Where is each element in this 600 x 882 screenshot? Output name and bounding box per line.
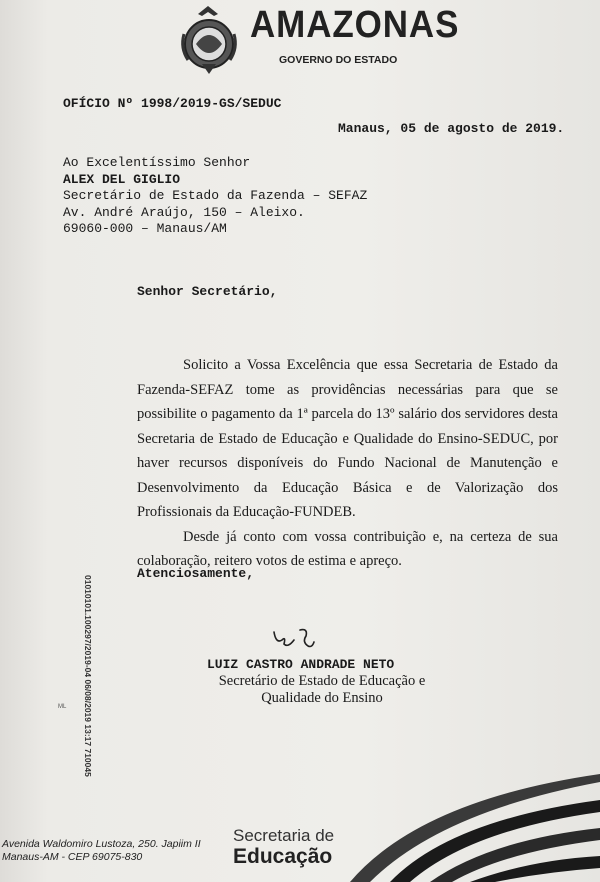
salutation: Senhor Secretário,	[137, 284, 278, 299]
state-coat-of-arms-icon	[178, 4, 240, 76]
footer-brand-line-2: Educação	[233, 845, 333, 868]
small-mark: ML	[58, 704, 67, 710]
closing: Atenciosamente,	[137, 566, 255, 581]
signer-name: LUIZ CASTRO ANDRADE NETO	[207, 657, 395, 672]
footer-address	[2, 838, 201, 864]
recipient-block	[63, 155, 367, 238]
paragraph-request: Solicito a Vossa Excelência que essa Secretaria de Estado da Fazenda-SEFAZ tome as providências necessárias para que se possibilite o pagamento da 1ª parcela do 13º salário dos servidores desta Secretaria de Estado de Educação e Qualidade do Ensino-SEDUC, por haver recursos disponíveis do Fundo Nacional de Manutenção e Desenvolvimento da Educação Básica e de Valorização dos Profissionais da Educação-FUNDEB.	[137, 357, 558, 520]
recipient-greeting: Ao Excelentíssimo Senhor	[63, 155, 251, 170]
header-title: AMAZONAS	[250, 4, 460, 46]
letter-reference: OFÍCIO Nº 1998/2019-GS/SEDUC	[63, 96, 282, 111]
decorative-waves	[330, 760, 600, 882]
signer-title	[197, 673, 447, 707]
letter-date: Manaus, 05 de agosto de 2019.	[338, 121, 565, 136]
footer-address-line-2: Manaus-AM - CEP 69075-830	[2, 851, 143, 863]
signer-title-line-2: Qualidade do Ensino	[261, 690, 383, 706]
footer-brand-line-1: Secretaria de	[233, 826, 335, 845]
header-subtitle: GOVERNO DO ESTADO	[279, 54, 398, 66]
recipient-street: Av. André Araújo, 150 – Aleixo.	[63, 204, 305, 220]
recipient-role: Secretário de Estado da Fazenda – SEFAZ	[63, 188, 368, 203]
signer-title-line-1: Secretário de Estado de Educação e	[218, 673, 426, 689]
recipient-name: ALEX DEL GIGLIO	[63, 171, 181, 187]
protocol-stamp: 01010101.100297/2019-04 06/08/2019 13:17 710045	[83, 575, 93, 777]
letter-body	[137, 353, 558, 574]
footer-address-line-1: Avenida Waldomiro Lustoza, 250. Japiim II	[2, 838, 201, 850]
recipient-city: 69060-000 – Manaus/AM	[63, 221, 227, 236]
paragraph-thanks: Desde já conto com vossa contribuição e, na certeza de sua colaboração, reitero votos de estima e apreço.	[137, 528, 558, 569]
handwritten-signature	[268, 622, 328, 652]
